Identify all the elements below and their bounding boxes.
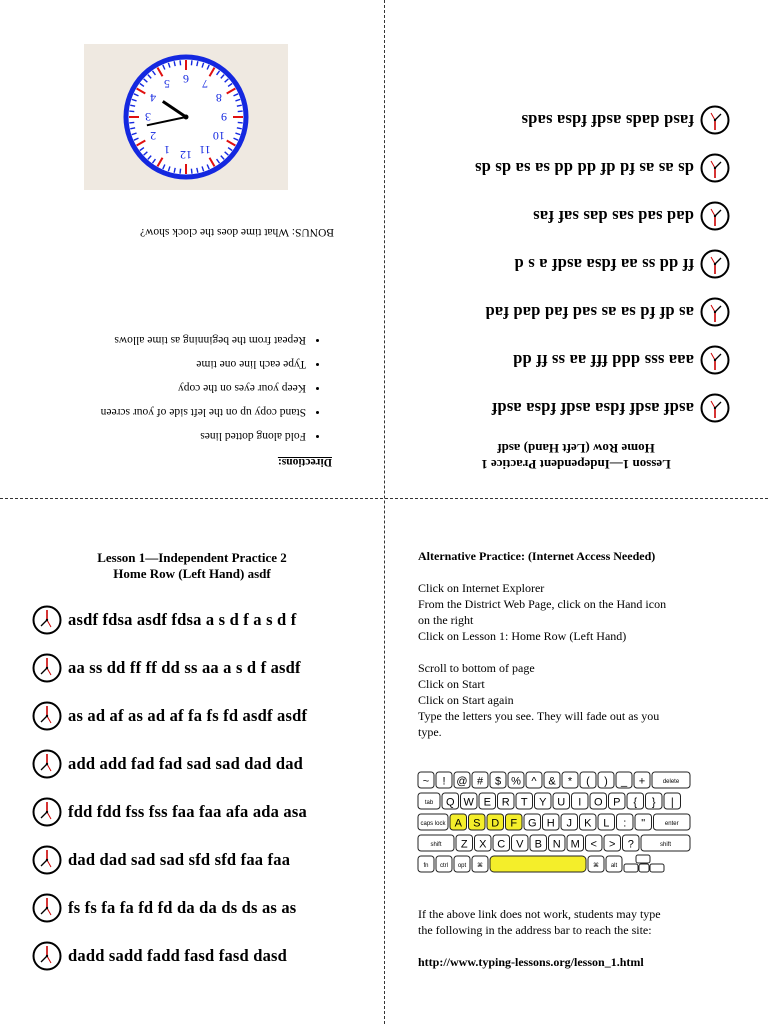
svg-text:G: G bbox=[527, 817, 537, 830]
keyboard-diagram bbox=[417, 770, 691, 874]
keyboard-key bbox=[442, 793, 459, 809]
drill-text: ds as as fd df dd dd sa sa ds ds bbox=[474, 159, 694, 178]
clock-number: 12 bbox=[180, 148, 192, 162]
clock-icon bbox=[32, 941, 62, 971]
svg-text:I: I bbox=[578, 796, 582, 809]
clock-icon bbox=[700, 297, 730, 327]
instruction-step: Click on Start again bbox=[418, 693, 514, 707]
clock-icon bbox=[32, 605, 62, 635]
svg-text:L: L bbox=[603, 817, 610, 830]
lesson2-drill-line bbox=[32, 836, 307, 884]
clock-number: 1 bbox=[164, 142, 170, 157]
keyboard-key bbox=[586, 835, 603, 851]
svg-text:caps lock: caps lock bbox=[420, 821, 446, 827]
practice-2-drill-list bbox=[32, 596, 307, 980]
svg-text:shift: shift bbox=[430, 842, 442, 848]
keyboard-key bbox=[580, 772, 596, 788]
svg-text:W: W bbox=[463, 796, 474, 809]
keyboard-key bbox=[512, 835, 529, 851]
drill-text: asdf asdf fdsa asdf fdsa asdf bbox=[491, 399, 694, 418]
keyboard-key bbox=[418, 835, 454, 851]
keyboard-key bbox=[479, 793, 496, 809]
keyboard-key bbox=[598, 772, 614, 788]
svg-text:!: ! bbox=[442, 775, 446, 788]
keyboard-key bbox=[562, 772, 578, 788]
svg-text:Y: Y bbox=[539, 796, 547, 809]
clock-icon bbox=[32, 749, 62, 779]
keyboard-key bbox=[572, 793, 589, 809]
keyboard-key bbox=[641, 835, 690, 851]
lesson2-drill-line bbox=[32, 788, 307, 836]
direction-item: • Type each line one time bbox=[12, 352, 306, 376]
svg-text:M: M bbox=[570, 838, 580, 851]
lesson2-drill-line bbox=[32, 692, 307, 740]
clock-icon bbox=[32, 653, 62, 683]
clock-icon bbox=[700, 345, 730, 375]
keyboard-key bbox=[516, 793, 533, 809]
svg-text:V: V bbox=[516, 838, 524, 851]
drill-text: dadd sadd fadd fasd fasd dasd bbox=[68, 946, 288, 965]
drill-text: asdf fdsa asdf fdsa a s d f a s d f bbox=[68, 610, 297, 629]
direction-item: • Fold along dotted lines bbox=[12, 424, 306, 448]
keyboard-key bbox=[450, 814, 467, 830]
practice-2-panel bbox=[0, 498, 384, 1024]
instruction-step: Click on Start bbox=[418, 677, 485, 691]
keyboard-key bbox=[535, 793, 552, 809]
keyboard-key bbox=[418, 856, 434, 872]
keyboard-key bbox=[530, 835, 547, 851]
drill-text: ff dd ss aa fdsa asdf a s d bbox=[514, 255, 694, 274]
arrow-keys bbox=[624, 855, 664, 872]
keyboard-key bbox=[580, 814, 597, 830]
keyboard-key bbox=[652, 772, 690, 788]
keyboard-key bbox=[487, 814, 504, 830]
clock-icon bbox=[700, 201, 730, 231]
keyboard-key bbox=[544, 772, 560, 788]
lesson1-drill-line bbox=[475, 192, 730, 240]
svg-text:X: X bbox=[479, 838, 487, 851]
direction-item: • Repeat from the beginning as time allows bbox=[12, 328, 306, 352]
clock-icon bbox=[700, 249, 730, 279]
directions-rotated bbox=[0, 0, 384, 498]
svg-text:enter: enter bbox=[664, 821, 679, 827]
clock-icon bbox=[32, 701, 62, 731]
svg-text:|: | bbox=[670, 796, 674, 809]
keyboard-key bbox=[436, 856, 452, 872]
lesson2-drill-line bbox=[32, 932, 307, 980]
svg-text:%: % bbox=[511, 775, 521, 788]
lesson1-drill-line bbox=[475, 288, 730, 336]
svg-text:tab: tab bbox=[424, 800, 434, 806]
clock-icon bbox=[700, 105, 730, 135]
svg-text:shift: shift bbox=[659, 842, 672, 848]
instruction-step: Type the letters you see. They will fade out as you type. bbox=[418, 709, 660, 739]
svg-text:}: } bbox=[651, 796, 656, 809]
keyboard-key bbox=[454, 772, 470, 788]
keyboard-key bbox=[646, 793, 663, 809]
lesson1-drill-line bbox=[475, 384, 730, 432]
svg-text:?: ? bbox=[627, 838, 634, 851]
svg-text:*: * bbox=[567, 775, 573, 788]
clock-number: 5 bbox=[164, 77, 170, 92]
keyboard-key bbox=[635, 814, 652, 830]
keyboard-key bbox=[472, 772, 488, 788]
drill-text: aa ss dd ff ff dd ss aa a s d f asdf bbox=[68, 658, 301, 677]
keyboard-key bbox=[498, 793, 515, 809]
svg-text:^: ^ bbox=[531, 775, 537, 788]
svg-text:N: N bbox=[552, 838, 561, 851]
clock-icon bbox=[32, 845, 62, 875]
clock-number: 7 bbox=[202, 77, 208, 92]
clock-number: 6 bbox=[183, 72, 189, 86]
bonus-question: BONUS: What time does the clock show? bbox=[140, 226, 334, 238]
keyboard-key bbox=[604, 835, 621, 851]
instruction-step: From the District Web Page, click on the Hand icon on the right bbox=[418, 597, 667, 627]
lesson1-drill-line bbox=[475, 144, 730, 192]
keyboard-key bbox=[418, 814, 448, 830]
svg-text:$: $ bbox=[494, 775, 502, 788]
keyboard-key bbox=[454, 856, 470, 872]
fallback-text: If the above link does not work, students may type the following in the address bar to reach the site: bbox=[418, 907, 661, 937]
svg-text:S: S bbox=[473, 817, 481, 830]
keyboard-key bbox=[543, 814, 560, 830]
keyboard-key bbox=[524, 814, 541, 830]
keyboard-key bbox=[606, 856, 622, 872]
lesson1-drill-line bbox=[475, 96, 730, 144]
svg-text:H: H bbox=[546, 817, 555, 830]
drill-text: fasd dads asdf fdsa sads bbox=[521, 111, 694, 130]
keyboard-key bbox=[461, 793, 478, 809]
keyboard-key bbox=[654, 814, 691, 830]
svg-text:ctrl: ctrl bbox=[440, 863, 448, 869]
directions-panel bbox=[0, 0, 384, 498]
keyboard-key bbox=[456, 835, 473, 851]
keyboard-key bbox=[418, 772, 434, 788]
svg-text:fn: fn bbox=[423, 863, 429, 869]
practice-1-title bbox=[384, 440, 768, 472]
keyboard-key bbox=[472, 856, 488, 872]
keyboard-key bbox=[561, 814, 578, 830]
svg-text:): ) bbox=[604, 775, 608, 788]
svg-text:F: F bbox=[510, 817, 518, 830]
svg-text:delete: delete bbox=[662, 779, 680, 785]
svg-text:D: D bbox=[491, 817, 500, 830]
steps-group-1 bbox=[418, 580, 678, 644]
svg-text:C: C bbox=[497, 838, 506, 851]
keyboard-key bbox=[623, 835, 640, 851]
directions-title: Directions: bbox=[277, 456, 332, 468]
direction-item: • Stand copy up on the left side of your screen bbox=[12, 400, 306, 424]
keyboard-key bbox=[617, 814, 634, 830]
drill-text: dad dad sad sad sfd sfd faa faa bbox=[68, 850, 291, 869]
svg-text::: : bbox=[623, 817, 627, 830]
clock-number: 8 bbox=[215, 91, 222, 105]
instruction-step: Click on Lesson 1: Home Row (Left Hand) bbox=[418, 629, 627, 643]
keyboard-key bbox=[634, 772, 650, 788]
svg-text:_: _ bbox=[620, 775, 628, 788]
clock-icon bbox=[700, 393, 730, 423]
svg-text:&: & bbox=[548, 775, 556, 788]
drill-text: aaa sss ddd fff aa ss ff dd bbox=[513, 351, 694, 370]
clock-icon bbox=[700, 153, 730, 183]
keyboard-key bbox=[475, 835, 492, 851]
keyboard-key bbox=[598, 814, 615, 830]
clock-number: 4 bbox=[150, 91, 157, 105]
practice-1-panel bbox=[384, 0, 768, 498]
drill-text: fdd fdd fss fss faa faa afa ada asa bbox=[68, 802, 307, 821]
clock-icon bbox=[32, 797, 62, 827]
svg-text:~: ~ bbox=[422, 775, 430, 788]
clock-number: 11 bbox=[199, 142, 211, 157]
instruction-step: Scroll to bottom of page bbox=[418, 661, 535, 675]
svg-text:Z: Z bbox=[460, 838, 468, 851]
lesson2-drill-line bbox=[32, 740, 307, 788]
keyboard-key bbox=[549, 835, 566, 851]
svg-text:#: # bbox=[476, 775, 484, 788]
keyboard-key bbox=[627, 793, 644, 809]
keyboard-key bbox=[609, 793, 626, 809]
keyboard-key bbox=[588, 856, 604, 872]
directions-block bbox=[12, 328, 332, 468]
svg-text:⌘: ⌘ bbox=[593, 863, 599, 869]
alternative-title: Alternative Practice: (Internet Access Needed) bbox=[418, 549, 656, 563]
bonus-clock-background bbox=[84, 44, 288, 190]
lesson2-drill-line bbox=[32, 884, 307, 932]
drill-text: fs fs fa fa fd fd da da ds ds as as bbox=[68, 898, 297, 917]
clock-number: 3 bbox=[145, 110, 151, 124]
svg-text:⌘: ⌘ bbox=[477, 863, 483, 869]
svg-text:<: < bbox=[590, 838, 597, 851]
svg-text:+: + bbox=[638, 775, 646, 788]
fallback-note bbox=[418, 906, 678, 970]
directions-list bbox=[12, 328, 332, 448]
lesson1-drill-line bbox=[475, 336, 730, 384]
svg-text:E: E bbox=[483, 796, 491, 809]
practice-2-title-line2: Home Row (Left Hand) asdf bbox=[113, 566, 271, 581]
steps-group-2 bbox=[418, 660, 678, 740]
keyboard-key bbox=[664, 793, 681, 809]
keyboard-key bbox=[508, 772, 524, 788]
drill-text: add add fad fad sad sad dad dad bbox=[68, 754, 304, 773]
svg-text:J: J bbox=[566, 817, 572, 830]
keyboard-key bbox=[553, 793, 570, 809]
practice-1-title-line2: Home Row (Left Hand) asdf bbox=[497, 441, 655, 456]
keyboard-key bbox=[590, 793, 607, 809]
drill-text: as df fd sa as sad fad dad fad bbox=[485, 303, 694, 322]
svg-text:>: > bbox=[609, 838, 616, 851]
svg-text:T: T bbox=[520, 796, 528, 809]
lesson-url: http://www.typing-lessons.org/lesson_1.html bbox=[418, 955, 644, 969]
svg-text:{: { bbox=[633, 796, 638, 809]
practice-1-title-line1: Lesson 1—Independent Practice 1 bbox=[481, 457, 671, 472]
keyboard-key bbox=[469, 814, 486, 830]
svg-text:P: P bbox=[613, 796, 621, 809]
keyboard-key bbox=[506, 814, 523, 830]
keyboard-key bbox=[567, 835, 584, 851]
clock-number: 9 bbox=[221, 110, 227, 124]
svg-text:K: K bbox=[584, 817, 592, 830]
svg-text:@: @ bbox=[456, 775, 468, 788]
alternative-practice-panel bbox=[384, 498, 768, 1024]
keyboard-key bbox=[418, 793, 440, 809]
clock-number: 10 bbox=[212, 129, 225, 143]
svg-text:A: A bbox=[454, 817, 462, 830]
instruction-step: Click on Internet Explorer bbox=[418, 581, 545, 595]
keyboard-key bbox=[526, 772, 542, 788]
svg-text:U: U bbox=[557, 796, 566, 809]
svg-text:(: ( bbox=[586, 775, 590, 788]
direction-item: • Keep your eyes on the copy bbox=[12, 376, 306, 400]
keyboard-key bbox=[436, 772, 452, 788]
drill-text: as ad af as ad af fa fs fd asdf asdf bbox=[68, 706, 308, 725]
practice-1-drill-list bbox=[475, 96, 730, 432]
clock-number: 2 bbox=[150, 129, 157, 143]
lesson2-drill-line bbox=[32, 644, 307, 692]
drill-text: dad sad sas das saf fas bbox=[533, 207, 694, 226]
svg-text:": " bbox=[641, 817, 646, 830]
keyboard-key bbox=[493, 835, 510, 851]
svg-text:B: B bbox=[534, 838, 542, 851]
practice-1-rotated bbox=[384, 0, 768, 498]
svg-text:alt: alt bbox=[610, 863, 618, 869]
svg-text:R: R bbox=[501, 796, 510, 809]
svg-text:O: O bbox=[593, 796, 603, 809]
space-bar bbox=[490, 856, 586, 872]
svg-text:Q: Q bbox=[445, 796, 455, 809]
practice-2-title bbox=[0, 550, 384, 582]
svg-text:opt: opt bbox=[457, 863, 467, 869]
keyboard-key bbox=[616, 772, 632, 788]
clock-icon bbox=[32, 893, 62, 923]
keyboard-key bbox=[490, 772, 506, 788]
lesson1-drill-line bbox=[475, 240, 730, 288]
alternative-practice-text bbox=[418, 548, 678, 740]
bonus-clock-icon bbox=[84, 44, 288, 190]
practice-2-title-line1: Lesson 1—Independent Practice 2 bbox=[97, 550, 287, 565]
lesson2-drill-line bbox=[32, 596, 307, 644]
